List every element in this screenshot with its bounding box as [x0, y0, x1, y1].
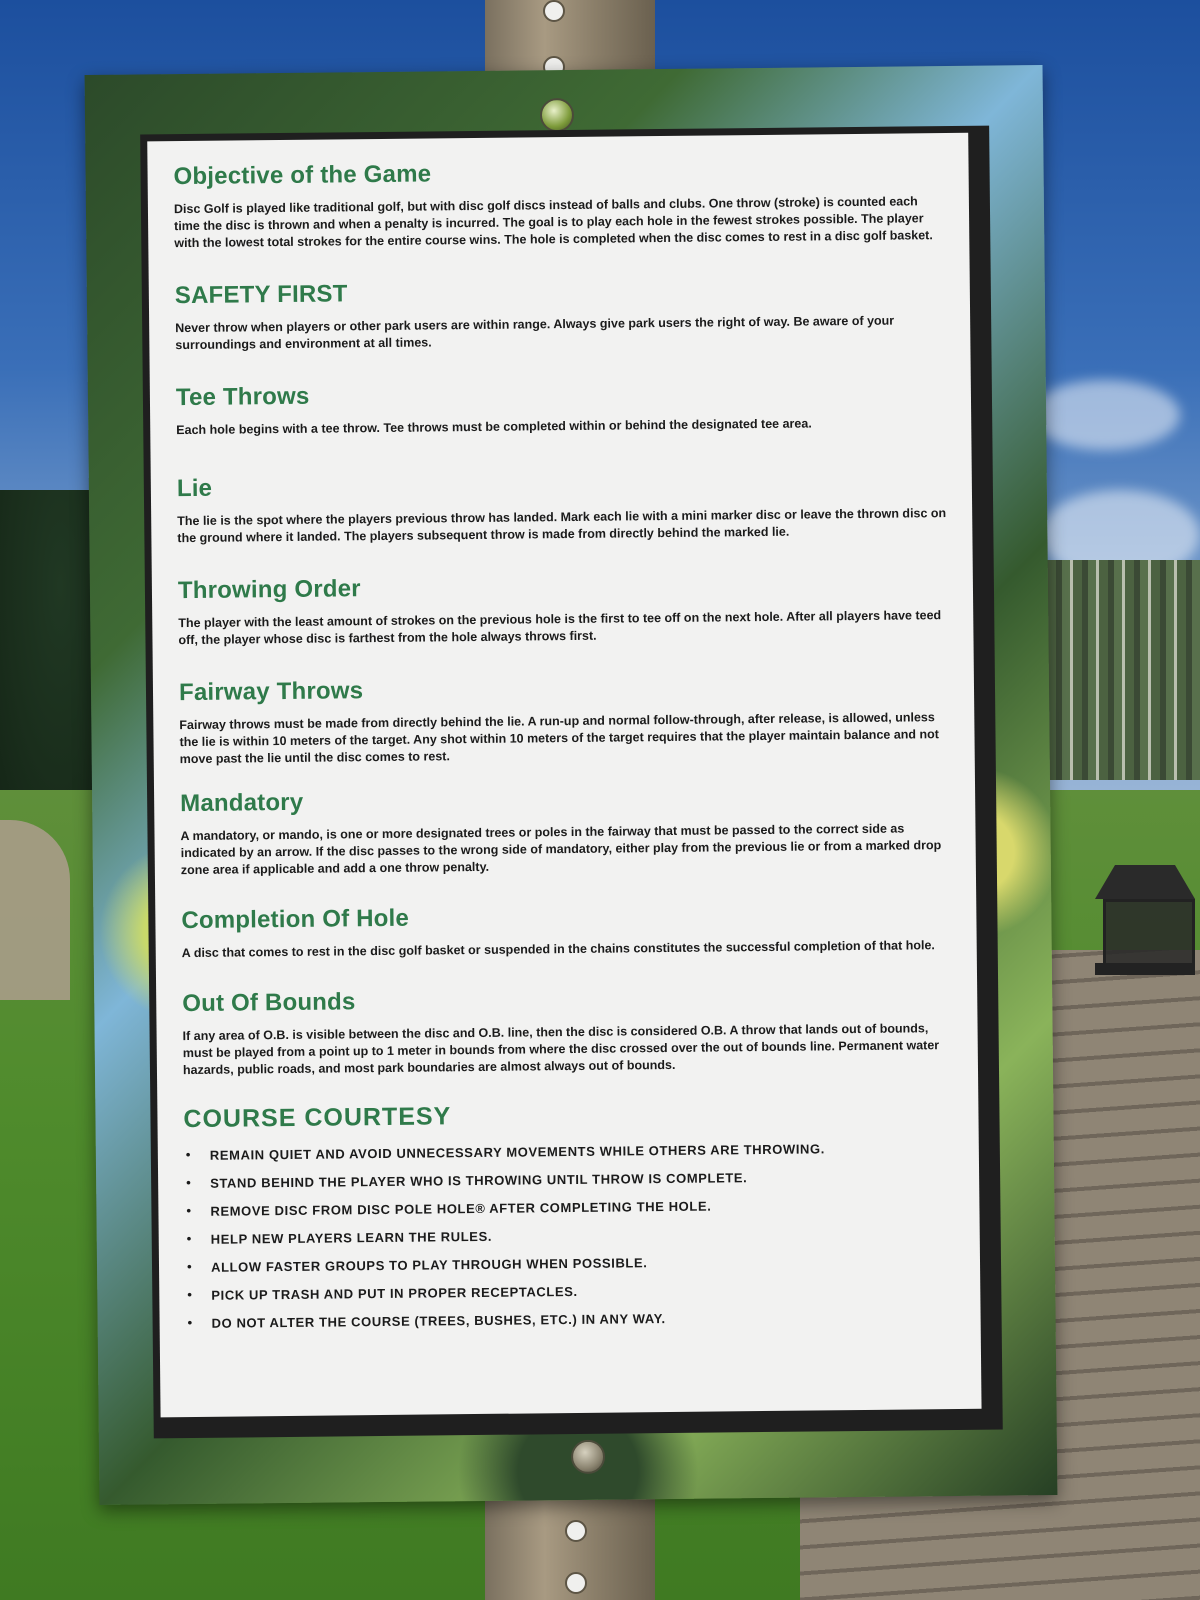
- screw-top-icon: [540, 98, 574, 132]
- section-heading: Lie: [176, 474, 213, 503]
- courtesy-item: • PICK UP TRASH AND PUT IN PROPER RECEPTACLES.: [185, 1280, 954, 1303]
- rules-sign: [85, 65, 1058, 1505]
- sign-paper: [147, 133, 981, 1418]
- section-heading: Completion Of Hole: [181, 904, 410, 935]
- gravel-path: [0, 820, 70, 1000]
- section-heading: Out Of Bounds: [182, 988, 356, 1018]
- screw-bottom-icon: [571, 1440, 605, 1474]
- section-throwing-order: [178, 569, 948, 649]
- courtesy-item: • HELP NEW PLAYERS LEARN THE RULES.: [185, 1224, 954, 1247]
- section-course-courtesy: [183, 1097, 954, 1331]
- courtesy-heading: COURSE COURTESY: [183, 1102, 452, 1134]
- courtesy-item: • REMOVE DISC FROM DISC POLE HOLE® AFTER COMPLETING THE HOLE.: [184, 1196, 953, 1219]
- section-heading: Throwing Order: [177, 575, 361, 605]
- fire-pit: [1095, 855, 1200, 995]
- section-body: Fairway throws must be made from directly behind the lie. A run-up and normal follow-through, after release, is allowed, unless the lie is within 10 meters of the target. Any shot within 10 meters of the target requires that the player maintain balance and not move past the lie until the disc comes to rest.: [179, 710, 939, 767]
- section-heading: Fairway Throws: [178, 677, 364, 707]
- section-body: If any area of O.B. is visible between the disc and O.B. line, then the disc is considered O.B. A throw that lands out of bounds, must be played from a point up to 1 meter in bounds from where the disc crossed over the out of bounds line. Permanent water hazards, public roads, and most park boundaries are almost always out of bounds.: [182, 1021, 940, 1078]
- section-body: Never throw when players or other park users are within range. Always give park users the right of way. Be aware of your surroundings and environment at all times.: [175, 313, 895, 353]
- courtesy-item: • REMAIN QUIET AND AVOID UNNECESSARY MOVEMENTS WHILE OTHERS ARE THROWING.: [184, 1140, 953, 1163]
- section-heading: SAFETY FIRST: [174, 280, 348, 310]
- section-mandatory: [180, 782, 950, 879]
- section-tee-throws: [176, 376, 946, 439]
- sign-border: [140, 126, 1003, 1439]
- section-body: Each hole begins with a tee throw. Tee throws must be completed within or behind the designated tee area.: [176, 416, 812, 438]
- section-objective: [173, 155, 943, 252]
- courtesy-item: • DO NOT ALTER THE COURSE (TREES, BUSHES, ETC.) IN ANY WAY.: [186, 1308, 955, 1331]
- section-out-of-bounds: [182, 982, 952, 1079]
- section-safety-first: [175, 274, 945, 354]
- section-heading: Mandatory: [180, 788, 304, 818]
- post-hole: [565, 1520, 587, 1542]
- section-body: A disc that comes to rest in the disc golf basket or suspended in the chains constitutes the successful completion of that hole.: [181, 938, 935, 961]
- section-body: A mandatory, or mando, is one or more designated trees or poles in the fairway that must be passed to the correct side as indicated by an arrow. If the disc passes to the wrong side of mandatory, either play from the previous lie or from a marked drop zone area if applicable and add a one throw penalty.: [180, 821, 942, 878]
- fire-pit-roof: [1095, 865, 1195, 899]
- courtesy-item: • STAND BEHIND THE PLAYER WHO IS THROWING UNTIL THROW IS COMPLETE.: [184, 1168, 953, 1191]
- post-hole: [543, 0, 565, 22]
- section-body: Disc Golf is played like traditional golf, but with disc golf discs instead of balls and clubs. One throw (stroke) is counted each time the disc is thrown and when a penalty is incurred. The goal is to play each hole in the fewest strokes possible. The player with the lowest total strokes for the entire course wins. The hole is completed when the disc comes to rest in a disc golf basket.: [173, 194, 933, 251]
- section-body: The lie is the spot where the players previous throw has landed. Mark each lie with a mini marker disc or leave the thrown disc on the ground where it landed. The players subsequent throw is made from directly behind the marked lie.: [177, 506, 947, 546]
- cloud: [1030, 380, 1180, 450]
- section-body: The player with the least amount of strokes on the previous hole is the first to tee off on the next hole. After all players have teed off, the player whose disc is farthest from the hole always throws first.: [178, 608, 942, 648]
- section-completion-of-hole: [181, 899, 951, 962]
- fire-pit-base: [1095, 963, 1195, 975]
- treeline-right: [1030, 560, 1200, 780]
- fire-pit-body: [1103, 899, 1195, 967]
- courtesy-item: • ALLOW FASTER GROUPS TO PLAY THROUGH WHEN POSSIBLE.: [185, 1252, 954, 1275]
- section-heading: Objective of the Game: [173, 160, 432, 191]
- section-heading: Tee Throws: [175, 382, 310, 412]
- section-fairway-throws: [179, 671, 949, 768]
- post-hole: [565, 1572, 587, 1594]
- courtesy-list: [184, 1140, 955, 1331]
- section-lie: [177, 467, 947, 547]
